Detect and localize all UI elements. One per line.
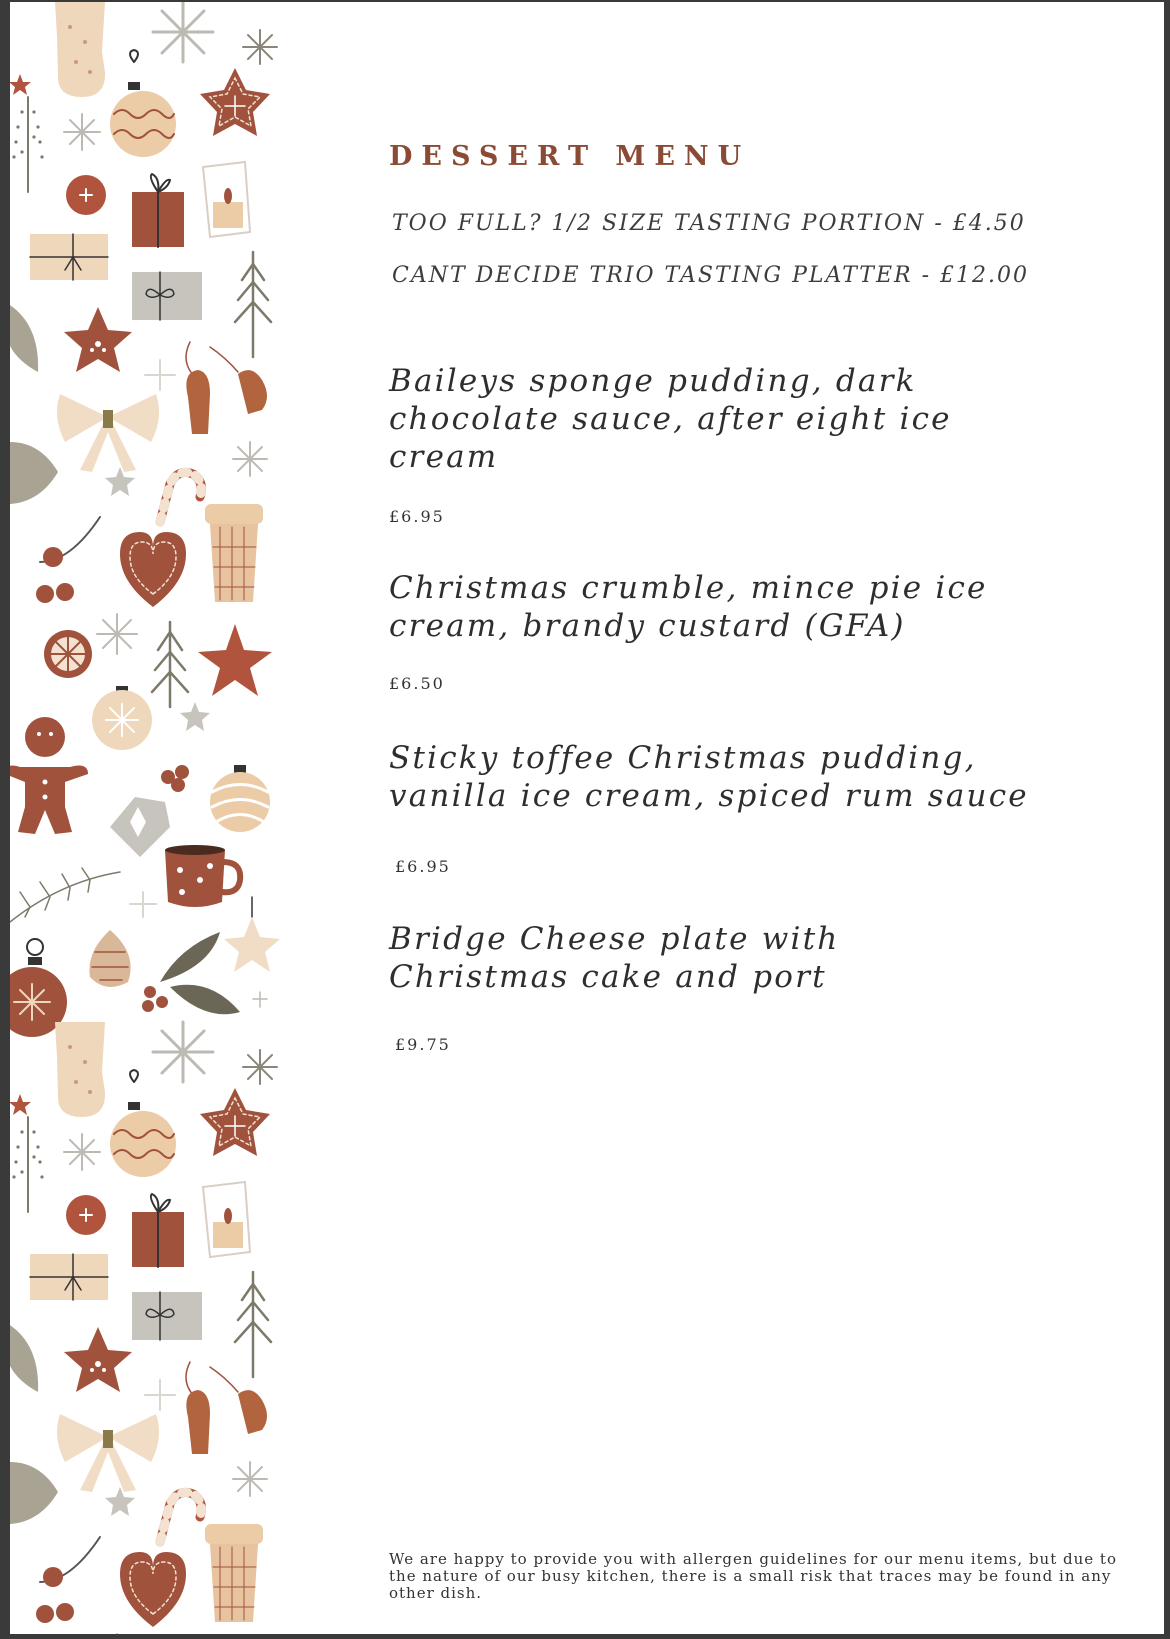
dessert-item-price: £6.95 — [389, 507, 445, 526]
dessert-item-name: Sticky toffee Christmas pudding, vanilla ice cream, spiced rum sauce — [389, 740, 1029, 814]
dessert-item-name: Baileys sponge pudding, dark chocolate sauce, after eight ice cream — [389, 363, 952, 475]
dessert-item-price: £6.50 — [389, 674, 445, 693]
tasting-portion-option: TOO FULL? 1/2 SIZE TASTING PORTION - £4.50 — [392, 211, 1026, 236]
trio-platter-option: CANT DECIDE TRIO TASTING PLATTER - £12.00 — [392, 263, 1029, 288]
dessert-item-price: £9.75 — [395, 1035, 451, 1054]
menu-page — [10, 2, 1164, 1634]
dessert-item-name: Bridge Cheese plate with Christmas cake and port — [389, 921, 840, 995]
menu-title: DESSERT MENU — [389, 141, 751, 172]
dessert-item-price: £6.95 — [395, 857, 451, 876]
dessert-item-name: Christmas crumble, mince pie ice cream, brandy custard (GFA) — [389, 570, 988, 644]
christmas-pattern-border — [10, 2, 285, 1634]
allergen-notice: We are happy to provide you with allergen guidelines for our menu items, but due to the nature of our busy kitchen, there is a small risk that traces may be found in any other dish. — [389, 1550, 1117, 1602]
